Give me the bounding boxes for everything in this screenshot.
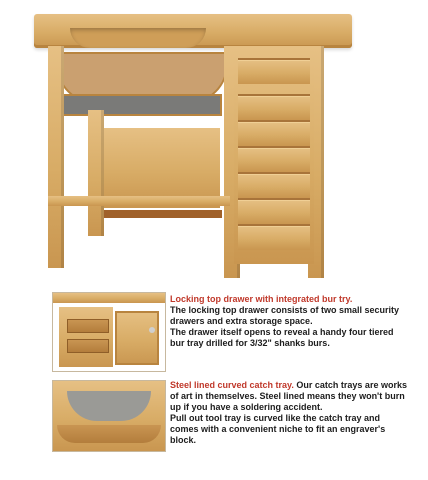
catch-tray-image — [52, 380, 166, 452]
cabinet-drawer — [238, 224, 310, 250]
bench-cutout — [70, 28, 206, 48]
locking-drawer-image — [52, 292, 166, 372]
section2-body: Our catch trays are works of art in themselves. Steel lined means they won't burn up if you have a soldering accident. — [170, 380, 407, 412]
section1-heading: Locking top drawer with integrated bur try. — [170, 294, 353, 304]
back-left-leg — [88, 110, 104, 236]
cabinet-drawer — [238, 146, 310, 172]
cabinet-drawer — [238, 94, 310, 120]
catch-tray-text — [170, 380, 410, 446]
cabinet-drawer — [238, 172, 310, 198]
cabinet-drawer — [238, 198, 310, 224]
section1-line: The drawer itself opens to reveal a handy four tiered bur tray drilled for 3/32" shanks burs. — [170, 327, 394, 348]
cabinet-drawer — [238, 58, 310, 84]
section2-heading: Steel lined curved catch tray. — [170, 380, 294, 390]
front-left-leg — [48, 46, 64, 268]
side-rail — [48, 196, 230, 206]
cabinet-drawer — [238, 120, 310, 146]
section1-line: The locking top drawer consists of two small security drawers and extra storage space. — [170, 305, 400, 326]
section2-body2: Pull out tool tray is curved like the catch tray and comes with a convenient niche to fit an engraver's block. — [170, 413, 386, 445]
tool-tray — [62, 94, 222, 116]
bench-rail-shadow — [96, 210, 222, 218]
locking-drawer-text — [170, 294, 410, 349]
